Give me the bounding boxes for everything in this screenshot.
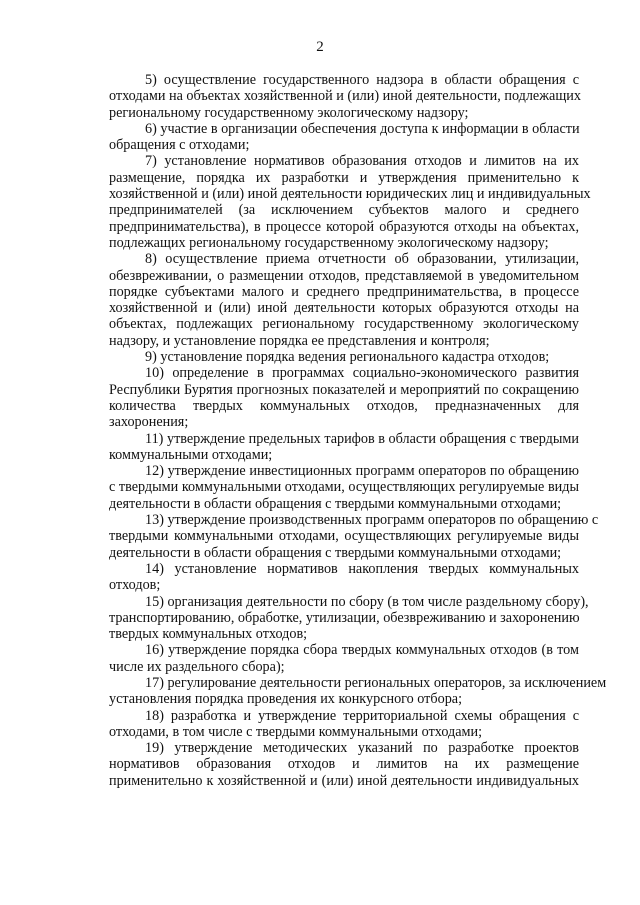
text-line: 9) установление порядка ведения регионального кадастра отходов; (145, 349, 550, 366)
text-line: региональному государственному экологическому надзору; (109, 104, 469, 121)
text-line: предпринимателей (за исключением субъектов малого и среднего (109, 202, 579, 219)
list-item (76, 251, 579, 349)
text-line: деятельности в области обращения с твердыми коммунальными отходами; (109, 544, 562, 561)
text-line: объектах, подлежащих региональному государственному экологическому (109, 316, 579, 333)
text-line: порядке субъектами малого и среднего предпринимательства, в процессе (109, 283, 579, 300)
text-line: отходов; (109, 577, 161, 594)
text-line: надзору, и установление порядка ее представления и контроля; (109, 332, 490, 349)
text-line: 5) осуществление государственного надзора в области обращения с (145, 72, 579, 88)
text-line: 14) установление нормативов накопления твердых коммунальных (145, 560, 579, 577)
list-item (76, 153, 591, 251)
text-line: 8) осуществление приема отчетности об образовании, утилизации, (145, 251, 579, 268)
list-item (76, 674, 607, 708)
text-line: подлежащих региональному государственному экологическому надзору; (109, 234, 549, 251)
list-item (76, 365, 579, 430)
text-line: обращения с отходами; (109, 137, 250, 154)
list-item (76, 512, 599, 561)
text-line: захоронения; (109, 414, 189, 431)
list-item (76, 561, 579, 594)
list-item (76, 72, 579, 121)
text-line: деятельности в области обращения с твердыми коммунальными отходами; (109, 495, 562, 512)
list-item (76, 593, 589, 643)
text-line: 19) утверждение методических указаний по разработке проектов (145, 740, 579, 757)
text-line: отходами, в том числе с твердыми коммунальными отходами; (109, 723, 483, 740)
text-line: размещение, порядка их разработки и утверждения применительно к (109, 169, 579, 186)
text-line: хозяйственной и (или) иной деятельности юридических лиц и индивидуальных (109, 186, 591, 203)
list-item (76, 349, 579, 365)
page-number: 2 (316, 39, 324, 55)
text-line: 18) разработка и утверждение территориальной схемы обращения с (145, 707, 579, 724)
text-line: предпринимательства), в процессе которой образуются отходы на объектах, (109, 218, 579, 235)
text-line: 15) организация деятельности по сбору (в том числе раздельному сбору), (145, 593, 589, 610)
text-line: количества твердых коммунальных отходов, предназначенных для (109, 397, 579, 414)
list-item (76, 708, 579, 741)
text-line: 13) утверждение производственных программ операторов по обращению с (145, 512, 599, 529)
list-item (76, 121, 579, 154)
list-item (76, 431, 579, 464)
text-line: твердых коммунальных отходов; (109, 626, 308, 643)
text-line: 17) регулирование деятельности региональных операторов, за исключением (145, 674, 607, 691)
list-item (76, 463, 579, 512)
text-line: 16) утверждение порядка сбора твердых коммунальных отходов (в том (145, 642, 579, 659)
text-line: 11) утверждение предельных тарифов в области обращения с твердыми (145, 430, 579, 447)
text-line: применительно к хозяйственной и (или) иной деятельности индивидуальных (109, 772, 579, 789)
text-line: транспортированию, обработке, утилизации, обезвреживанию и захоронению (109, 609, 580, 626)
text-line: числе их раздельного сбора); (109, 658, 285, 675)
text-line: коммунальными отходами; (109, 446, 273, 463)
text-line: твердыми коммунальными отходами, осуществляющих регулируемые виды (109, 528, 579, 545)
text-line: хозяйственной и (или) иной деятельности которых образуются отходы на (109, 300, 579, 317)
document-body (76, 72, 607, 789)
text-line: Республики Бурятия прогнозных показателей и мероприятий по сокращению (109, 381, 579, 398)
text-line: 6) участие в организации обеспечения доступа к информации в области (145, 120, 580, 137)
text-line: 10) определение в программах социально-экономического развития (145, 365, 579, 382)
text-line: с твердыми коммунальными отходами, осуществляющих регулируемые виды (109, 479, 579, 496)
text-line: обезвреживании, о размещении отходов, представляемой в уведомительном (109, 267, 579, 284)
text-line: отходами на объектах хозяйственной и (или) иной деятельности, подлежащих (109, 88, 581, 105)
text-line: 12) утверждение инвестиционных программ операторов по обращению (145, 463, 579, 480)
text-line: установления порядка проведения их конкурсного отбора; (109, 691, 463, 708)
list-item (76, 740, 579, 789)
text-line: 7) установление нормативов образования отходов и лимитов на их (145, 153, 579, 170)
list-item (76, 642, 579, 675)
text-line: нормативов образования отходов и лимитов на их размещение (109, 756, 579, 773)
